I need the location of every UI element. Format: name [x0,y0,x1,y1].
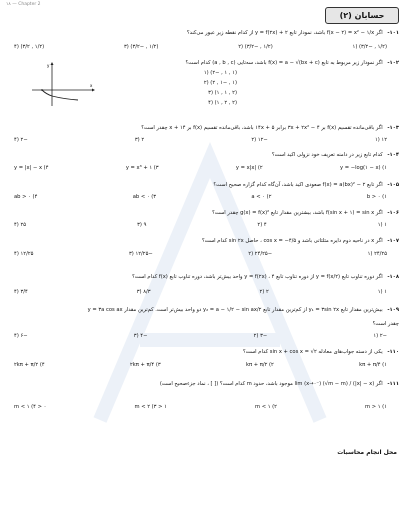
question-text: اگر باقی‌مانده تقسیم f(x) بر ۴ − ۳x + ۲x² برابر ۵ + ۱۴x باشد، باقی‌مانده تقسیم f(x) بر ۱۴ + x چقدر است؟ [141,125,383,131]
question-number: ۱۱۱- [387,381,399,387]
question-105 [8,182,399,189]
question-text: اگر تابع f(x) = a(bx)² − ۲ صعودی اکید باشد، آن‌گاه کدام گزاره صحیح است؟ [213,182,383,188]
options-111 [14,404,387,411]
question-number: ۱۰۸- [387,274,399,280]
section-title-box [325,7,399,24]
option[interactable]: y = |x| − x (۴ [14,165,49,171]
option[interactable]: ۱ (۱ [377,222,387,228]
option[interactable]: (۱/۲ , ۳/۲) (۴ [14,44,45,50]
question-number: ۱۰۶- [387,210,399,216]
option[interactable]: ۳/۴ (۴ [14,289,28,295]
option[interactable]: (۱ , ۱ , −۲) (۱ [203,70,237,76]
option[interactable]: ۱۲ (۱ [374,137,387,143]
option[interactable]: a < ۰ (۲ [251,194,272,200]
options-103 [14,137,387,144]
option[interactable]: ۲ (۳ [134,137,145,143]
option[interactable]: y = −log(۱ − x) (۱ [340,165,387,171]
question-103 [8,125,399,132]
option[interactable]: ۲kπ + π/۲ (۴ [14,362,45,368]
question-number: ۱۰۴- [387,152,399,158]
option[interactable]: y = x|x| (۲ [235,165,263,171]
option[interactable]: kπ + π/۴ (۱ [359,362,387,368]
option[interactable]: ۱ < m < ۲ (۳ [134,404,167,410]
options-106 [14,222,387,229]
question-111 [8,381,399,388]
question-text: اگر f(sin x + ۱) = sin x باشد، بیشترین مقدار تابع g(x) = f(x)² چقدر است؟ [212,210,383,216]
question-text: اگر نمودار زیر مربوط به تابع f(x) = a − √(bx + c) باشد، سه‌تایی (a , b , c) کدام است؟ [185,60,383,66]
function-graph [30,60,96,108]
option[interactable]: (۱/۲ , −۳/۲) (۲ [238,44,273,50]
option[interactable]: −۲ (۴ [14,137,28,143]
question-number: ۱۰۵- [387,182,399,188]
question-106 [8,210,399,217]
option[interactable]: (۱/۲ , −۳/۲) (۱ [352,44,387,50]
option[interactable]: −۴ (۳ [133,333,148,339]
options-110 [14,362,387,369]
option[interactable]: −۱۲ (۲ [251,137,268,143]
option[interactable]: ۰ < m < ۱ (۴ [14,404,47,410]
question-109-continued [8,321,399,328]
question-110 [8,349,399,356]
question-104 [8,152,399,159]
option[interactable]: (۲ , ۲ , ۱) (۴ [208,100,237,106]
options-104 [14,165,387,172]
question-109 [8,307,399,314]
option[interactable]: (۱ , −۱ , ۲) (۲ [203,80,237,86]
option[interactable]: ۲kπ + π/۴ (۳ [129,362,161,368]
options-107 [14,251,387,258]
question-number: ۱۰۷- [387,238,399,244]
option[interactable]: −۲ (۱ [373,333,387,339]
question-text: چقدر است؟ [372,321,399,327]
question-number: ۱۱۰- [387,349,399,355]
section-title: حسابان (۲) [339,11,385,20]
options-101 [14,44,387,51]
option[interactable]: −۳ (۲ [253,333,268,339]
svg-text:y: y [47,63,50,68]
option[interactable]: b > ۰ (۱ [366,194,387,200]
option[interactable]: −۱۲/۲۵ (۳ [128,251,153,257]
option[interactable]: kπ + π/۲ (۲ [245,362,274,368]
scratch-area-label: محل انجام محاسبات [337,449,397,456]
option[interactable]: ab > ۰ (۴ [14,194,38,200]
options-108 [14,289,387,296]
options-105 [14,194,387,201]
question-text: بیش‌ترین مقدار تابع y₁ = ۳sin ۲x از کم‌ترین مقدار تابع y₂ = a − ۱/۲ − sin ax/۲ دو واحد بیش‌تر است. کم‌ترین مقدار y = ۳a cos ax [87,307,383,313]
option[interactable]: ۲ (۲ [259,289,269,295]
question-text: اگر x در ناحیه دوم دایره مثلثاتی باشد و cos x = −۴/۵ ، حاصل sin ۲x کدام است؟ [201,238,383,244]
option[interactable]: (۱/۲ , −۳/۲) (۳ [123,44,159,50]
option[interactable]: ۲۴/۲۵ (۱ [367,251,387,257]
option[interactable]: ۹ (۳ [137,222,147,228]
option[interactable]: m > ۱ (۱ [365,404,387,410]
option[interactable]: ۴ (۲ [257,222,267,228]
question-108 [8,274,399,281]
option[interactable]: (۲ , ۱ , ۱) (۳ [208,90,237,96]
question-101 [8,30,399,37]
question-number: ۱۰۹- [387,307,399,313]
option[interactable]: ۱ (۱ [377,289,387,295]
option[interactable]: −۶ (۴ [14,333,28,339]
question-number: ۱۰۲- [387,60,399,66]
options-102 [204,68,237,108]
options-109 [14,333,387,340]
question-text: یکی از دسته جواب‌های معادله sin x + cos x = √۲ کدام است؟ [242,349,383,355]
option[interactable]: ۸/۳ (۳ [136,289,151,295]
question-number: ۱۰۱- [387,30,399,36]
page-header-text: ۱۸ — Chapter 2 [6,2,41,7]
option[interactable]: y = x³ + ۱ (۳ [125,165,159,171]
question-text: کدام تابع زیر در دامنه تعریف خود نزولی اکید است؟ [271,152,383,158]
svg-text:x: x [90,83,93,88]
question-text: اگر lim (x→۰⁻) (√m − m) / (|x| − x) موجود باشد، حدود m کدام است؟ ([ ] ، نماد جزء‌صحیح است) [159,381,383,387]
option[interactable]: −۲۴/۲۵ (۲ [248,251,273,257]
question-107 [8,238,399,245]
question-text: اگر f(x − ۲) = x² − ۱/x باشد، نمودار تابع y = f(۲x) + ۲ از کدام نقطه زیر عبور می‌کند؟ [186,30,383,36]
question-number: ۱۰۳- [387,125,399,131]
option[interactable]: ۱۲/۲۵ (۴ [14,251,34,257]
option[interactable]: ۲۵ (۴ [14,222,27,228]
option[interactable]: ab < ۰ (۳ [132,194,157,200]
question-text: اگر دوره تناوب تابع y = f(x/۲) از دوره تناوب تابع y = f(۲x) ، ۴ واحد بیش‌تر باشد، دوره تناوب تابع f(x) کدام است؟ [132,274,383,280]
option[interactable]: m < ۱ (۲ [255,404,277,410]
